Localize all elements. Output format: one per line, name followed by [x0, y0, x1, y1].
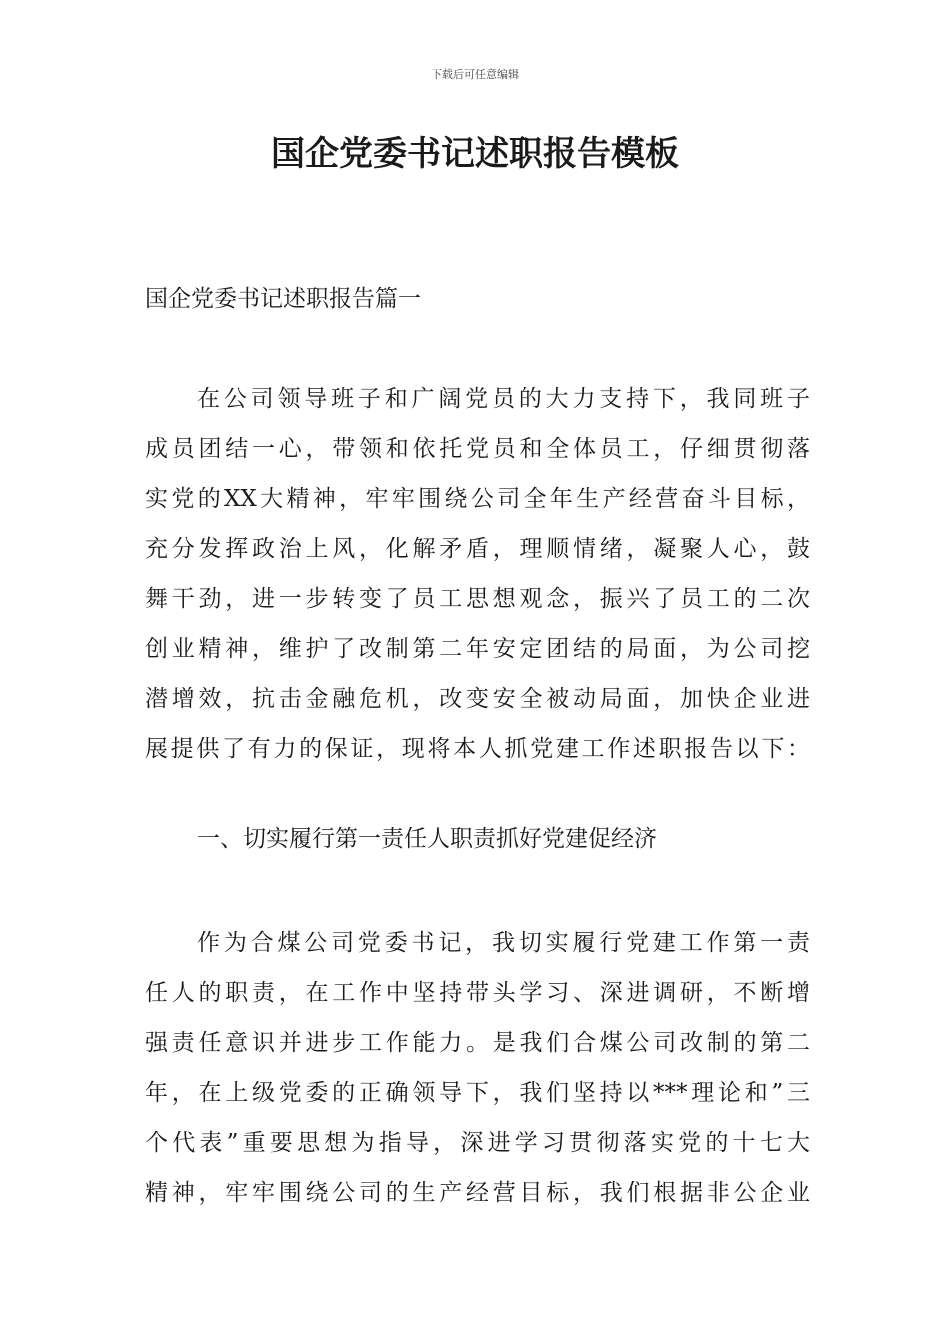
- paragraph-line: 个代表”重要思想为指导，深进学习贯彻落实党的十七大: [145, 1130, 810, 1156]
- paragraph-line: 在公司领导班子和广阔党员的大力支持下，我同班子: [197, 386, 810, 412]
- paragraph-intro: [145, 374, 810, 774]
- section-heading: 国企党委书记述职报告篇一: [145, 286, 421, 312]
- paragraph-duty: [145, 918, 810, 1218]
- paragraph-line: 潜增效，抗击金融危机，改变安全被动局面，加快企业进: [145, 686, 810, 712]
- paragraph-line: 年，在上级党委的正确领导下，我们坚持以***理论和”三: [145, 1080, 810, 1106]
- header-note: 下载后可任意编辑: [431, 68, 519, 81]
- paragraph-line: 实党的XX大精神，牢牢围绕公司全年生产经营奋斗目标，: [145, 486, 810, 512]
- paragraph-line: 精神，牢牢围绕公司的生产经营目标，我们根据非公企业: [145, 1180, 810, 1206]
- document-title: 国企党委书记述职报告模板: [271, 134, 679, 174]
- paragraph-line: 强责任意识并进步工作能力。是我们合煤公司改制的第二: [145, 1030, 810, 1056]
- paragraph-line: 成员团结一心，带领和依托党员和全体员工，仔细贯彻落: [145, 436, 810, 462]
- paragraph-line: 展提供了有力的保证，现将本人抓党建工作述职报告以下：: [145, 736, 810, 762]
- sub-heading-1: 一、切实履行第一责任人职责抓好党建促经济: [197, 826, 657, 852]
- paragraph-line: 任人的职责，在工作中坚持带头学习、深进调研，不断增: [145, 980, 810, 1006]
- paragraph-line: 作为合煤公司党委书记，我切实履行党建工作第一责: [197, 930, 810, 956]
- paragraph-line: 舞干劲，进一步转变了员工思想观念，振兴了员工的二次: [145, 586, 810, 612]
- paragraph-line: 创业精神，维护了改制第二年安定团结的局面，为公司挖: [145, 636, 810, 662]
- paragraph-line: 充分发挥政治上风，化解矛盾，理顺情绪，凝聚人心，鼓: [145, 536, 810, 562]
